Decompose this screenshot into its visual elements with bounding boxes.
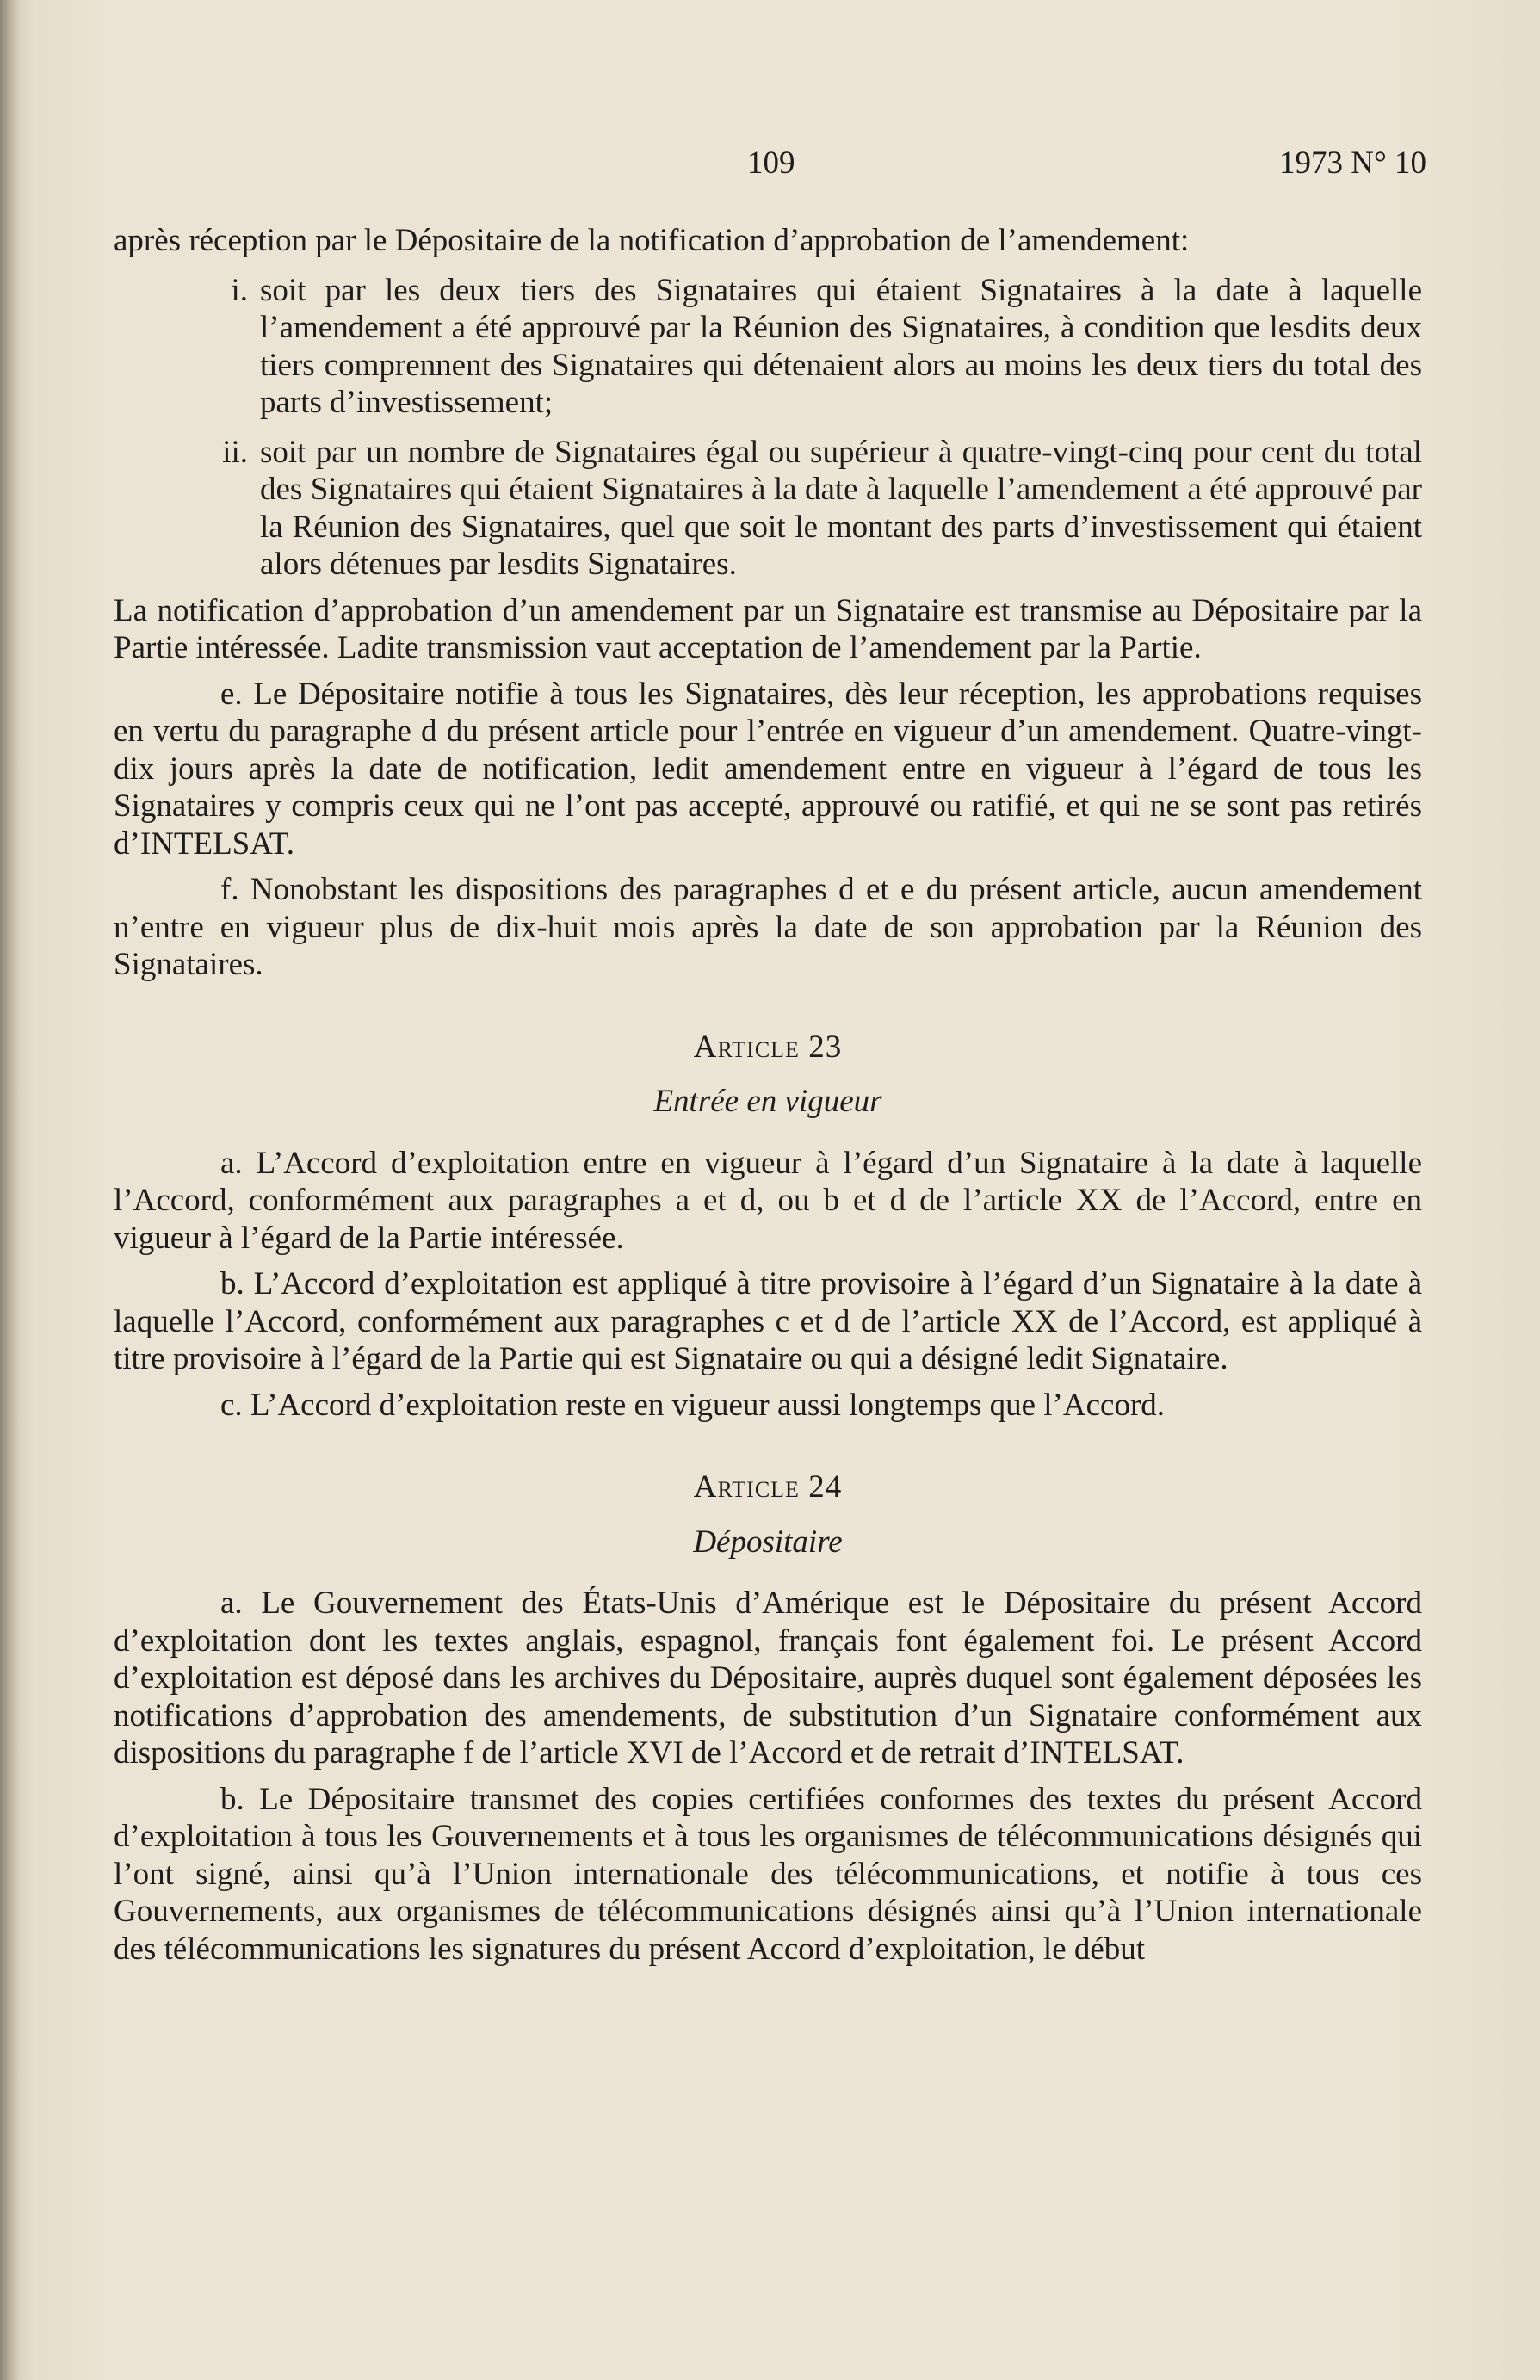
article-23-paragraph-a: a. L’Accord d’exploitation entre en vigueur à l’égard d’un Signataire à la date à laquelle l’Accord, conformément aux paragraphes a et d, ou b et d de l’article XX de l’Accord, entre en vigueur à l’égard de la Partie intéressée. (114, 1145, 1422, 1256)
list-item (114, 434, 1422, 584)
running-header (114, 145, 1426, 188)
book-spine-shadow (0, 0, 19, 2380)
article-23-paragraph-b: b. L’Accord d’exploitation est appliqué à titre provisoire à l’égard d’un Signataire à la date à laquelle l’Accord, conformément aux paragraphes c et d de l’article XX de l’Accord, est appliqué à titre provisoire à l’égard de la Partie qui est Signataire ou qui a désigné ledit Signataire. (114, 1266, 1422, 1376)
list-item-text: soit par les deux tiers des Signataires qui étaient Signataires à la date à laquelle l’amendement a été approuvé par la Réunion des Signataires, à condition que lesdits deux tiers comprennent des Signataires qui détenaient alors au moins les deux tiers du total des parts d’investissement; (260, 272, 1422, 420)
article-24-paragraph-b: b. Le Dépositaire transmet des copies certifiées conformes des textes du présent Accord d’exploitation à tous les Gouvernements et à tous les organismes de télécommunications désignés qui l’ont signé, ainsi qu’à l’Union internationale des télécommunications, et notifie à tous ces Gouvernements, aux organismes de télécommunications désignés ainsi qu’à l’Union internationale des télécommunications les signatures du présent Accord d’exploitation, le début (114, 1781, 1422, 1967)
article-23-title: Entrée en vigueur (653, 1084, 882, 1119)
list-item (114, 272, 1422, 422)
article-23-paragraph-c: c. L’Accord d’exploitation reste en vigueur aussi longtemps que l’Accord. (220, 1387, 1166, 1423)
article-24-title: Dépositaire (693, 1524, 843, 1560)
paragraph-f: f. Nonobstant les dispositions des paragraphes d et e du présent article, aucun amendement n’entre en vigueur plus de dix-huit mois après la date de son approbation par la Réunion des Signataires. (114, 872, 1422, 982)
body-text (114, 222, 1422, 1968)
list-item-number: i. (231, 272, 248, 308)
notification-paragraph: La notification d’approbation d’un amendement par un Signataire est transmise au Dépositaire par la Partie intéressée. Ladite transmission vaut acceptation de l’amendement par la Partie. (114, 592, 1422, 665)
article-24-paragraph-a: a. Le Gouvernement des États-Unis d’Amérique est le Dépositaire du présent Accord d’exploitation dont les textes anglais, espagnol, français font également foi. Le présent Accord d’exploitation est déposé dans les archives du Dépositaire, auprès duquel sont également déposées les notifications d’approbation des amendements, de substitution d’un Signataire conformément aux dispositions du paragraphe f de l’article XVI de l’Accord et de retrait d’INTELSAT. (114, 1586, 1422, 1771)
paragraph-e: e. Le Dépositaire notifie à tous les Signataires, dès leur réception, les approbations requises en vertu du paragraphe d du présent article pour l’entrée en vigueur d’un amendement. Quatre-vingt-dix jours après la date de notification, ledit amendement entre en vigueur à l’égard de tous les Signataires y compris ceux qui ne l’ont pas accepté, approuvé ou ratifié, et qui ne se sont pas retirés d’INTELSAT. (114, 676, 1422, 862)
list-item-number: ii. (222, 434, 248, 470)
article-24-heading: Article 24 (693, 1469, 843, 1505)
intro-paragraph: après réception par le Dépositaire de la notification d’approbation de l’amendement: (114, 223, 1190, 258)
article-23-heading: Article 23 (693, 1029, 843, 1065)
list-item-text: soit par un nombre de Signataires égal ou supérieur à quatre-vingt-cinq pour cent du total des Signataires qui étaient Signataires à la date à laquelle l’amendement a été approuvé par la Réunion des Signataires, quel que soit le montant des parts d’investissement qui étaient alors détenues par lesdits Signataires. (260, 434, 1422, 582)
document-reference: 1973 N° 10 (1278, 145, 1426, 181)
page-number: 109 (747, 145, 795, 181)
